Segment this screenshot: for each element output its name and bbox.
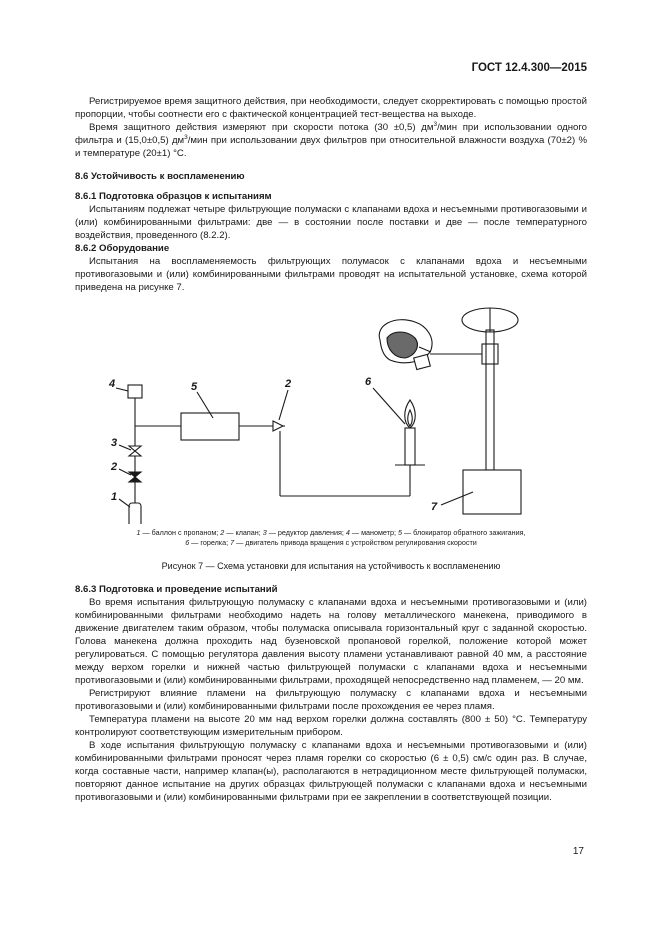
legend-text: — редуктор давления; bbox=[266, 528, 346, 537]
label-3: 3 bbox=[111, 437, 118, 449]
legend-line-2 bbox=[75, 538, 587, 548]
section-heading: 8.6.3 Подготовка и проведение испытаний bbox=[75, 584, 278, 595]
document-header: ГОСТ 12.4.300—2015 bbox=[471, 62, 587, 74]
paragraph: Испытаниям подлежат четыре фильтрующие полумаски с клапанами вдоха и несъемными противогазовыми и (или) комбинированными фильтрами: две — в состоянии после поставки и две — после температурного воздействия, проведенного (8.2.2). bbox=[75, 204, 587, 241]
label-7: 7 bbox=[431, 501, 438, 513]
label-1: 1 bbox=[111, 491, 118, 503]
paragraph: Регистрируют влияние пламени на фильтрующую полумаску с клапанами вдоха и несъемными противогазовыми и (или) комбинированными фильтрами после прохождения ее через пламя. bbox=[75, 688, 587, 712]
legend-text: — блокиратор обратного зажигания, bbox=[401, 528, 526, 537]
page-number: 17 bbox=[572, 846, 584, 857]
paragraph: Регистрируемое время защитного действия, при необходимости, следует скорректировать с помощью простой пропорции, чтобы соотнести его с фактической концентрацией тест-вещества на выходе. bbox=[75, 96, 587, 120]
label-4: 4 bbox=[109, 378, 116, 390]
propane-cylinder bbox=[129, 503, 141, 524]
page-content bbox=[75, 95, 587, 804]
manometer bbox=[128, 385, 142, 398]
paragraph: Температура пламени на высоте 20 мм над верхом горелки должна составлять (800 ± 50) °С. Температуру контролируют соответствующим измерительным прибором. bbox=[75, 714, 587, 738]
legend-number: 3 bbox=[262, 528, 267, 537]
legend-line-1 bbox=[75, 528, 587, 538]
legend-number: 7 bbox=[230, 538, 235, 547]
legend-number: 1 bbox=[136, 528, 141, 537]
label-6: 6 bbox=[365, 376, 372, 388]
legend-text: — горелка; bbox=[189, 538, 231, 547]
valve-upper bbox=[273, 421, 283, 431]
legend-text: — клапан; bbox=[224, 528, 263, 537]
legend-number: 4 bbox=[345, 528, 350, 537]
leader-2-upper bbox=[279, 390, 288, 420]
burner bbox=[405, 428, 415, 465]
post-clamp bbox=[482, 344, 498, 364]
legend-number: 2 bbox=[220, 528, 225, 537]
leader-1 bbox=[119, 499, 130, 507]
leader-4 bbox=[116, 388, 128, 391]
label-2-upper: 2 bbox=[285, 378, 292, 390]
vertical-post bbox=[486, 330, 494, 470]
figure-caption: Рисунок 7 — Схема установки для испытания на устойчивость к воспламенению bbox=[161, 561, 501, 571]
section-heading: 8.6.2 Оборудование bbox=[75, 243, 170, 254]
paragraph: В ходе испытания фильтрующую полумаску с клапанами вдоха и несъемными противогазовыми и (или) комбинированными фильтрами проносят через пламя горелки со скоростью (6 ± 0,5) см/с один раз. В случае, когда составные части, например клапан(ы), располагаются в нетрадиционном месте фильтрующей полумаски, повторяют данное испытание на других образцах фильтрующей полумаски с клапанами вдоха и несъемными противогазовыми и (или) комбинированными фильтрами при ее закреплении в соответствующей позиции. bbox=[75, 740, 587, 803]
label-2-lower: 2 bbox=[111, 461, 118, 473]
pressure-reducer bbox=[129, 446, 141, 456]
paragraph: Время защитного действия измеряют при скорости потока (30 ±0,5) $дм^3$/мин при использовании одного фильтра и (15,0±0,5) $дм^3$/мин при использовании двух фильтров при относительной влажности воздуха (70±2) % и температуре (20±1) °С. bbox=[75, 120, 588, 159]
section-heading: 8.6 Устойчивость к воспламенению bbox=[75, 171, 245, 182]
paragraph: Испытания на воспламеняемость фильтрующих полумасок с клапанами вдоха и несъемными противогазовыми и (или) комбинированными фильтрами проводят на испытательной установке, схема которой приведена на рисунке 7. bbox=[75, 256, 587, 293]
leader-6 bbox=[373, 388, 405, 424]
flashback-arrester bbox=[181, 413, 239, 440]
figure-7 bbox=[75, 300, 587, 524]
figure-legend bbox=[75, 528, 587, 548]
label-5: 5 bbox=[191, 381, 198, 393]
legend-number: 5 bbox=[397, 528, 402, 537]
section-heading: 8.6.1 Подготовка образцов к испытаниям bbox=[75, 191, 272, 202]
paragraph: Во время испытания фильтрующую полумаску с клапанами вдоха и несъемными противогазовыми и (или) комбинированными фильтрами необходимо надеть на голову металлического манекена, приводимого в движение двигателем таким образом, чтобы полумаска описывала горизонтальный круг с заданной скоростью. Голова манекена должна проходить над бузеновской пропановой горелкой, положение которой может регулироваться. С помощью регулятора давления высоту пламени устанавливают равной 40 мм, а расстояние между верхом горелки и нижней частью фильтрующей полумаски с клапанами вдоха и несъемными противогазовыми и (или) комбинированными фильтрами, проходящей непосредственно над пламенем, — 20 мм. bbox=[75, 597, 587, 686]
legend-text: — баллон с пропаном; bbox=[140, 528, 221, 537]
legend-text: — двигатель привода вращения с устройством регулирования скорости bbox=[234, 538, 477, 547]
legend-number: 6 bbox=[185, 538, 190, 547]
setup-diagram bbox=[75, 300, 587, 524]
legend-text: — манометр; bbox=[349, 528, 398, 537]
